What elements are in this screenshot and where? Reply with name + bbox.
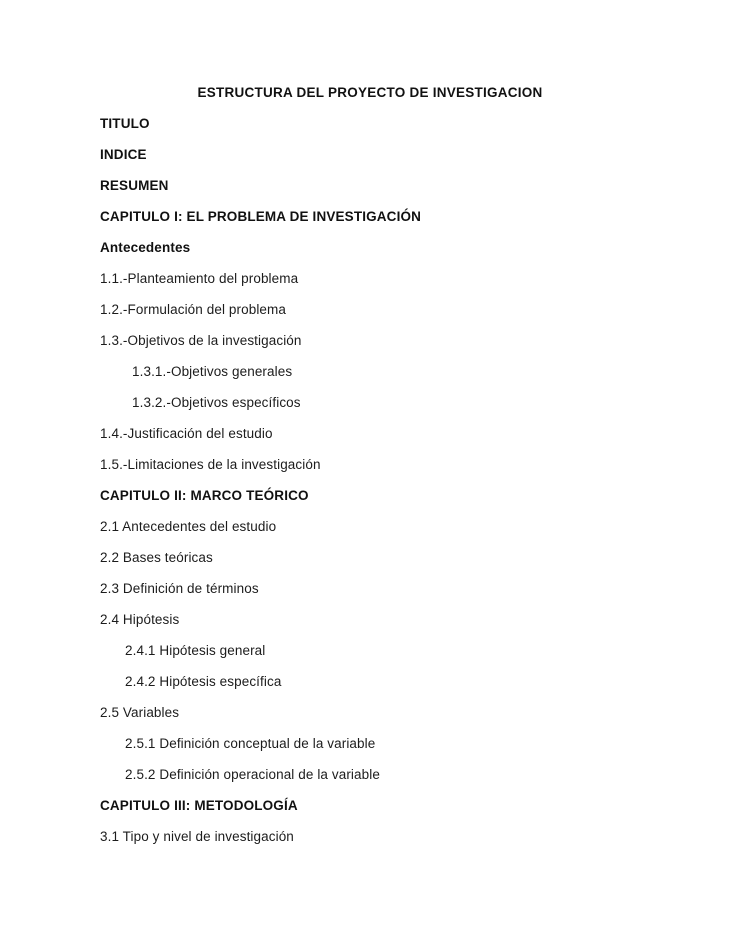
outline-heading: CAPITULO III: METODOLOGÍA [100,798,298,813]
document-body [100,82,640,857]
outline-item: 2.5 Variables [100,705,180,720]
outline-item: 2.3 Definición de términos [100,581,259,596]
outline-heading: Antecedentes [100,240,191,255]
outline-item: 1.4.-Justificación del estudio [100,426,273,441]
outline-item: 1.3.-Objetivos de la investigación [100,333,302,348]
outline-item: 1.3.2.-Objetivos específicos [132,395,301,410]
outline-item: 2.4.1 Hipótesis general [125,643,266,658]
outline-item: 1.3.1.-Objetivos generales [132,364,293,379]
outline-item: 1.2.-Formulación del problema [100,302,286,317]
outline-item: 2.5.2 Definición operacional de la variable [125,767,380,782]
outline-item: 2.5.1 Definición conceptual de la variable [125,736,376,751]
outline-list [100,113,640,857]
outline-item: 2.2 Bases teóricas [100,550,213,565]
outline-item: 1.5.-Limitaciones de la investigación [100,457,321,472]
outline-item: 1.1.-Planteamiento del problema [100,271,299,286]
outline-item: 2.1 Antecedentes del estudio [100,519,277,534]
outline-item: 2.4.2 Hipótesis específica [125,674,282,689]
document-title: ESTRUCTURA DEL PROYECTO DE INVESTIGACION [197,85,543,100]
outline-heading: RESUMEN [100,178,169,193]
outline-item: 2.4 Hipótesis [100,612,180,627]
outline-heading: TITULO [100,116,150,131]
outline-item: 3.1 Tipo y nivel de investigación [100,829,294,844]
outline-heading: INDICE [100,147,147,162]
outline-heading: CAPITULO I: EL PROBLEMA DE INVESTIGACIÓN [100,209,422,224]
outline-heading: CAPITULO II: MARCO TEÓRICO [100,488,309,503]
